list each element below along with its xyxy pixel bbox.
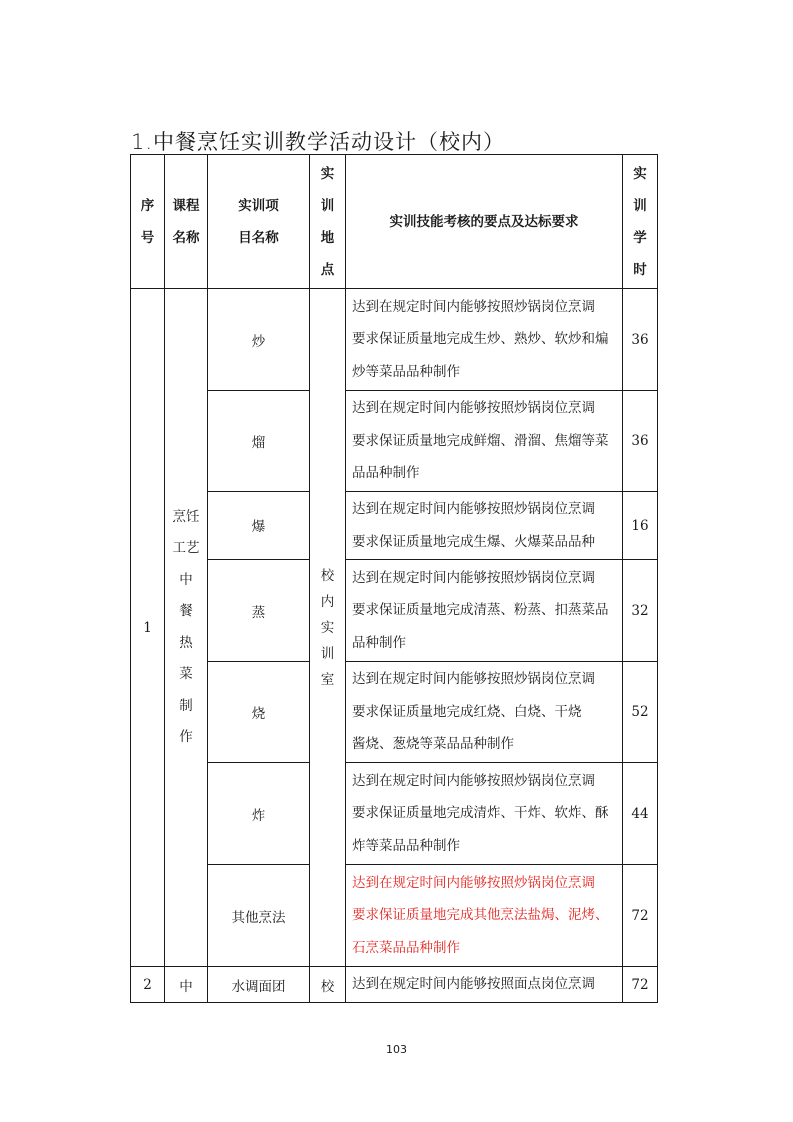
group2-location: 校	[310, 967, 346, 1003]
page-title: 1.中餐烹饪实训教学活动设计（校内）	[131, 130, 506, 154]
header-row	[131, 155, 658, 289]
requirement-cell: 达到在规定时间内能够按照炒锅岗位烹调 要求保证质量地完成生炒、熟炒、软炒和煸 炒等菜品品种制作	[346, 289, 623, 391]
table-row	[131, 865, 658, 967]
requirement-cell: 达到在规定时间内能够按照炒锅岗位烹调 要求保证质量地完成生爆、火爆菜品品种	[346, 492, 623, 560]
group1-course: 烹饪 工艺 中 餐 热 菜 制 作	[165, 289, 208, 967]
group1-seq: 1	[131, 289, 165, 967]
requirement-cell: 达到在规定时间内能够按照炒锅岗位烹调 要求保证质量地完成清炸、干炸、软炸、酥 炸等菜品品种制作	[346, 763, 623, 865]
table-row	[131, 492, 658, 560]
hours-cell: 16	[623, 492, 658, 560]
hours-cell: 44	[623, 763, 658, 865]
hours-cell: 32	[623, 560, 658, 662]
project-cell: 其他烹法	[208, 865, 310, 967]
table-row	[131, 560, 658, 662]
group1-location: 校 内 实 训 室	[310, 289, 346, 967]
project-cell: 烧	[208, 662, 310, 763]
requirement-cell: 达到在规定时间内能够按照炒锅岗位烹调 要求保证质量地完成清蒸、粉蒸、扣蒸菜品 品种制作	[346, 560, 623, 662]
project-cell: 熘	[208, 391, 310, 492]
hours-cell: 72	[623, 865, 658, 967]
hours-cell: 52	[623, 662, 658, 763]
hours-cell: 36	[623, 289, 658, 391]
project-cell: 炸	[208, 763, 310, 865]
training-table	[130, 154, 658, 1003]
project-cell: 蒸	[208, 560, 310, 662]
project-cell: 炒	[208, 289, 310, 391]
requirement-cell: 达到在规定时间内能够按照炒锅岗位烹调 要求保证质量地完成红烧、白烧、干烧 酱烧、葱烧等菜品品种制作	[346, 662, 623, 763]
table-row	[131, 289, 658, 391]
table-row	[131, 391, 658, 492]
project-cell: 爆	[208, 492, 310, 560]
table-row	[131, 662, 658, 763]
table-row	[131, 967, 658, 1003]
header-requirements: 实训技能考核的要点及达标要求	[346, 155, 623, 289]
requirement-cell: 达到在规定时间内能够按照面点岗位烹调	[346, 967, 623, 1003]
header-course: 课程 名称	[165, 155, 208, 289]
header-seq: 序 号	[131, 155, 165, 289]
page-number: 103	[386, 1043, 407, 1056]
requirement-cell: 达到在规定时间内能够按照炒锅岗位烹调 要求保证质量地完成鲜熘、滑溜、焦熘等菜 品品种制作	[346, 391, 623, 492]
hours-cell: 72	[623, 967, 658, 1003]
project-cell: 水调面团	[208, 967, 310, 1003]
group2-seq: 2	[131, 967, 165, 1003]
header-location: 实 训 地 点	[310, 155, 346, 289]
header-project: 实训项 目名称	[208, 155, 310, 289]
header-hours: 实 训 学 时	[623, 155, 658, 289]
group2-course: 中	[165, 967, 208, 1003]
table-row	[131, 763, 658, 865]
requirement-cell-highlighted: 达到在规定时间内能够按照炒锅岗位烹调 要求保证质量地完成其他烹法盐焗、泥烤、 石烹菜品品种制作	[346, 865, 623, 967]
hours-cell: 36	[623, 391, 658, 492]
